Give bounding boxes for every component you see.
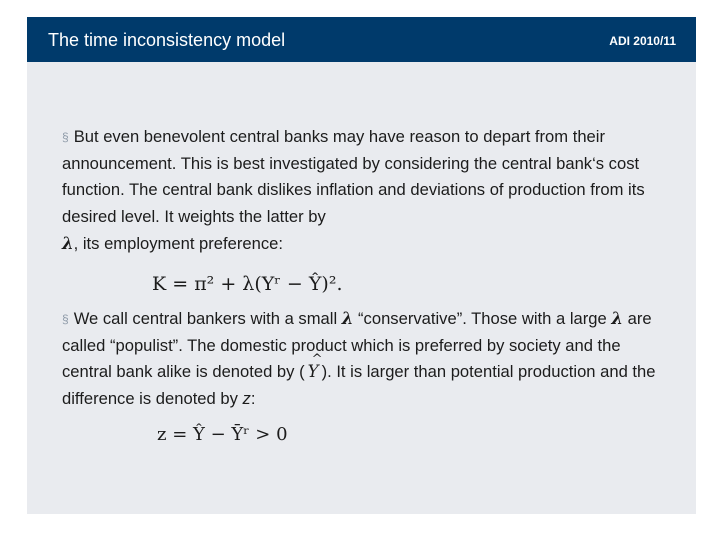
paragraph1-text: But even benevolent central banks may have reason to depart from their announcement. This is best investigated by considering the central bank‘s cost function. The central bank dislikes inflation and deviations of production from its desired level. It weights the latter by: [62, 127, 645, 226]
paragraph2-text-e: :: [250, 388, 256, 408]
formula-cost-function: [150, 264, 360, 309]
lambda-symbol: λ: [611, 308, 624, 328]
formula2-text: z = Ŷ − Ȳʳ > 0: [157, 424, 288, 445]
bullet-icon: §: [62, 312, 69, 326]
output-gap-equation: [155, 418, 315, 452]
slide-title: The time inconsistency model: [48, 30, 286, 50]
hat-accent: ^: [311, 352, 323, 367]
paragraph-conservative-populist: [62, 305, 674, 412]
cost-function-equation: [150, 264, 360, 304]
paragraph2-text-c: are called “populist”. The domestic product which is preferred by society and the central bank alike is denoted by (: [62, 309, 652, 381]
paragraph2-text-a: We call central bankers with a small: [73, 309, 338, 328]
paragraph2-text-b: “conservative”. Those with a large: [358, 309, 607, 328]
paragraph2-text-d: ). It is larger than potential production and the difference is denoted by: [62, 362, 656, 408]
paragraph1-text-end: , its employment preference:: [73, 234, 283, 253]
formula1-text: K = π² + λ(Yʳ − Ŷ)².: [152, 273, 343, 295]
lambda-symbol: λ: [341, 308, 354, 328]
paragraph-cost-function: [62, 124, 674, 258]
y-hat-letter: Y: [307, 362, 319, 381]
lambda-symbol: λ: [62, 233, 74, 253]
y-hat-symbol: [305, 352, 323, 386]
course-label: ADI 2010/11: [609, 34, 676, 48]
bullet-icon: §: [62, 130, 69, 144]
z-variable: z: [242, 388, 251, 408]
slide-header: [27, 17, 696, 62]
slide-background: [27, 17, 696, 514]
formula-output-gap: [155, 418, 315, 457]
